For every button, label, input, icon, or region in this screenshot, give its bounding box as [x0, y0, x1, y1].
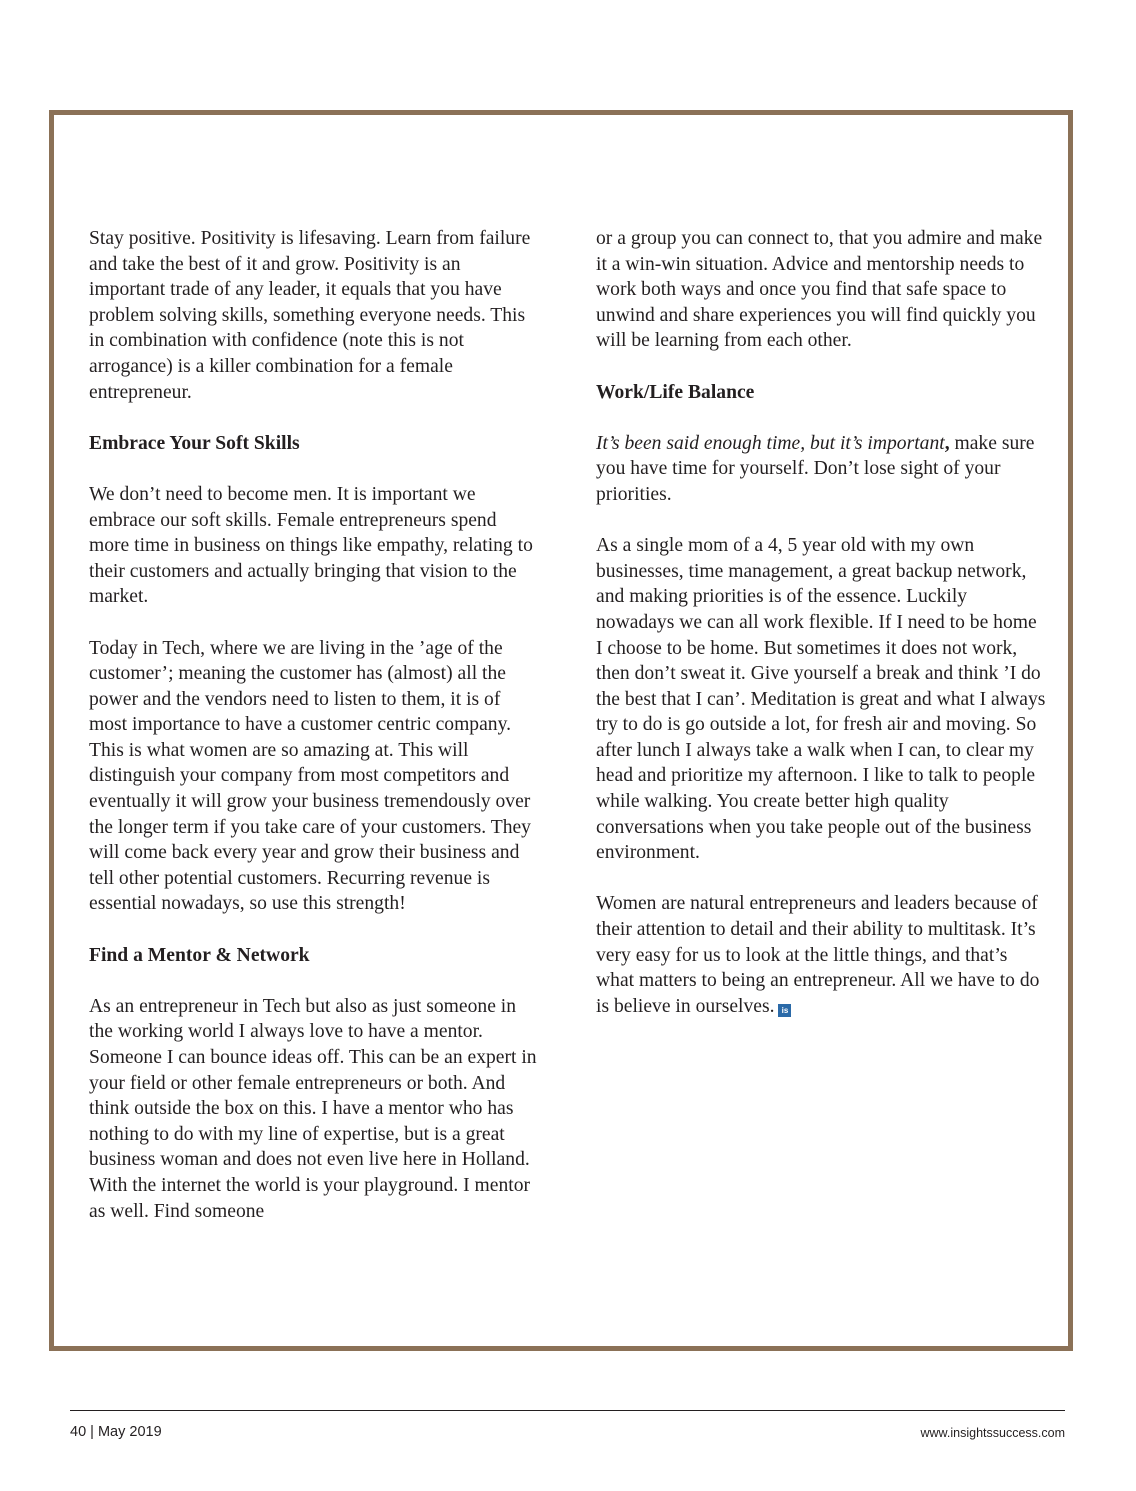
website-link[interactable]: www.insightssuccess.com	[920, 1426, 1065, 1440]
right-column	[596, 226, 1048, 1045]
paragraph: Today in Tech, where we are living in the ’age of the customer’; meaning the customer has (almost) all the power and the vendors need to listen to them, it is of most importance to have a customer centric company. This is what women are so amazing at. This will distinguish your company from most competitors and eventually it will grow your business tremendously over the longer term if you take care of your customers. They will come back every year and grow their business and tell other potential customers. Recurring revenue is essential nowadays, so use this strength!	[89, 637, 531, 915]
section-heading: Work/Life Balance	[596, 381, 755, 403]
bold-comma: ,	[944, 432, 950, 454]
end-of-article-icon: is	[778, 1004, 791, 1017]
paragraph	[596, 891, 1048, 1019]
left-column	[89, 226, 541, 1250]
footer-divider	[70, 1410, 1065, 1411]
paragraph: Stay positive. Positivity is lifesaving. Learn from failure and take the best of it and grow. Positivity is an important trade of any leader, it equals that you have problem solving skills, something everyone needs. This in combination with confidence (note this is not arrogance) is a killer combination for a female entrepreneur.	[89, 228, 531, 403]
paragraph	[596, 431, 1048, 508]
paragraph: We don’t need to become men. It is important we embrace our soft skills. Female entrepreneurs spend more time in business on things like empathy, relating to their customers and actually bringing that vision to the market.	[89, 483, 533, 608]
section-heading: Embrace Your Soft Skills	[89, 432, 300, 454]
page-number-date: 40 | May 2019	[70, 1424, 162, 1440]
paragraph: As a single mom of a 4, 5 year old with my own businesses, time management, a great backup network, and making priorities is of the essence. Luckily nowadays we can all work flexible. If I need to be home I choose to be home. But sometimes it does not work, then don’t sweat it. Give yourself a break and think ’I do the best that I can’. Meditation is great and what I always try to do is go outside a lot, for fresh air and moving. So after lunch I always take a walk when I can, to clear my head and prioritize my afternoon. I like to talk to people while walking. You create better high quality conversations when you take people out of the business environment.	[596, 535, 1046, 864]
paragraph-rest: make sure you have time for yourself. Don’t lose sight of your priorities.	[596, 432, 1035, 505]
section-heading: Find a Mentor & Network	[89, 944, 310, 966]
paragraph: As an entrepreneur in Tech but also as just someone in the working world I always love to have a mentor. Someone I can bounce ideas off. This can be an expert in your field or other female entrepreneurs or both. And think outside the box on this. I have a mentor who has nothing to do with my line of expertise, but is a great business woman and does not even live here in Holland. With the internet the world is your playground. I mentor as well. Find someone	[89, 995, 537, 1222]
italic-lead: It’s been said enough time, but it’s important	[596, 432, 945, 454]
paragraph: or a group you can connect to, that you admire and make it a win-win situation. Advice and mentorship needs to work both ways and once you find that safe space to unwind and share experiences you will find quickly you will be learning from each other.	[596, 228, 1043, 352]
closing-text: Women are natural entrepreneurs and leaders because of their attention to detail and their ability to multitask. It’s very easy for us to look at the little things, and that’s what matters to being an entrepreneur. All we have to do is believe in ourselves.	[596, 893, 1040, 1017]
